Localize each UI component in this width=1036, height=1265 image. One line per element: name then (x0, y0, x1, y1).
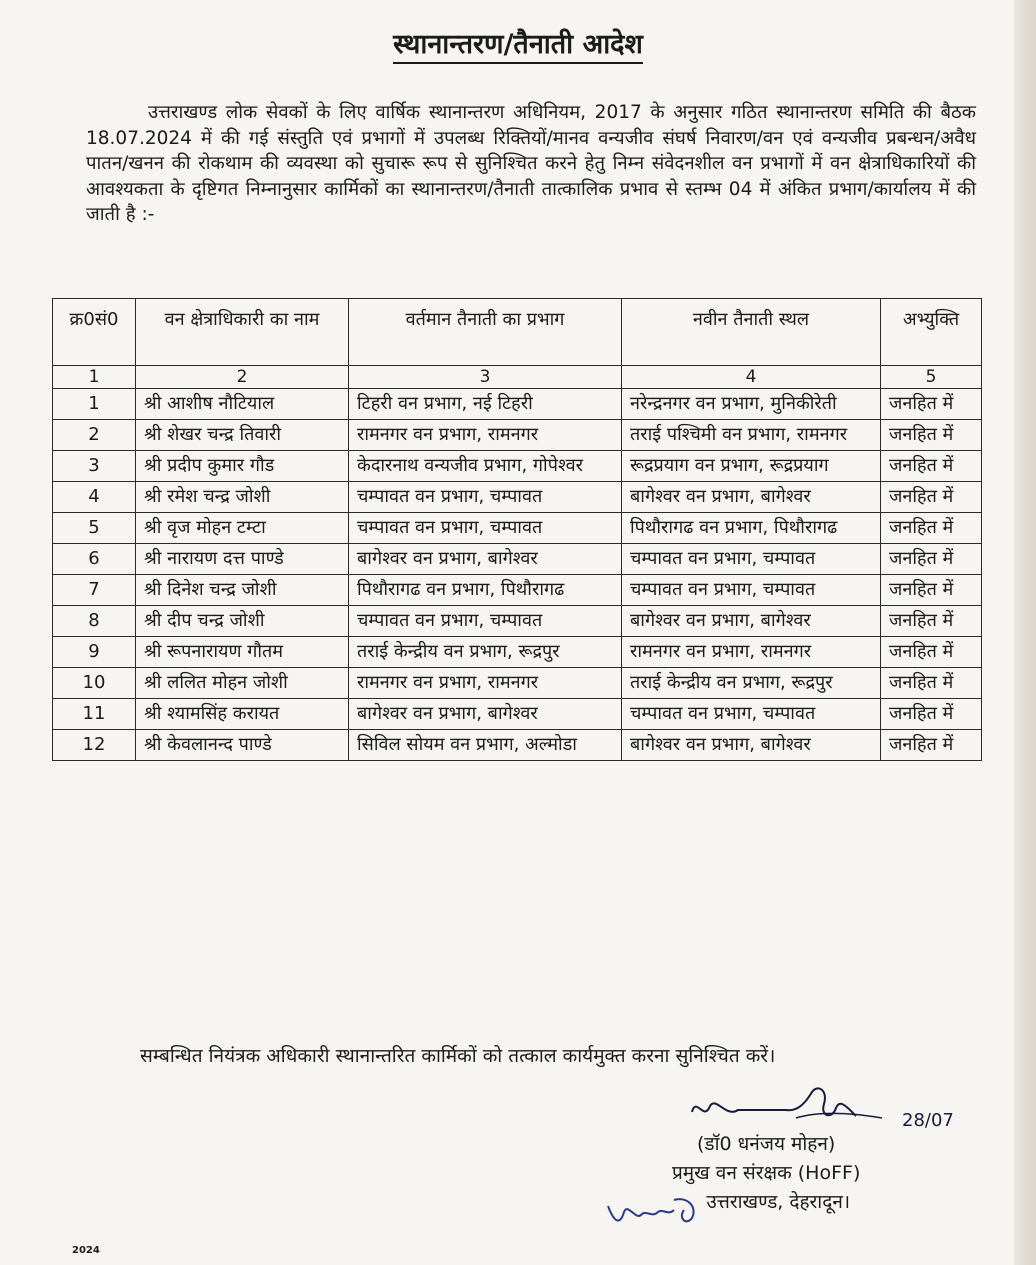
cell-current-division: सिविल सोयम वन प्रभाग, अल्मोडा (349, 730, 622, 761)
table-row (53, 699, 982, 730)
table-row (53, 575, 982, 606)
cell-current-division: चम्पावत वन प्रभाग, चम्पावत (349, 513, 622, 544)
cell-officer-name: श्री रमेश चन्द्र जोशी (136, 482, 349, 513)
header-remark: अभ्युक्ति (881, 299, 982, 366)
cell-new-posting: चम्पावत वन प्रभाग, चम्पावत (622, 544, 881, 575)
cell-serial: 11 (53, 699, 136, 730)
cell-serial: 8 (53, 606, 136, 637)
table-row (53, 637, 982, 668)
column-number: 1 (53, 366, 136, 389)
cell-new-posting: चम्पावत वन प्रभाग, चम्पावत (622, 575, 881, 606)
cell-serial: 10 (53, 668, 136, 699)
cell-officer-name: श्री दीप चन्द्र जोशी (136, 606, 349, 637)
table-row (53, 420, 982, 451)
table-row (53, 730, 982, 761)
cell-officer-name: श्री वृज मोहन टम्टा (136, 513, 349, 544)
cell-officer-name: श्री ललित मोहन जोशी (136, 668, 349, 699)
column-number-row (53, 366, 982, 389)
intro-paragraph: उत्तराखण्ड लोक सेवकों के लिए वार्षिक स्थानान्तरण अधिनियम, 2017 के अनुसार गठित स्थानान्तरण समिति की बैठक 18.07.2024 में की गई संस्तुति एवं प्रभागों में उपलब्ध रिक्तियों/मानव वन्यजीव संघर्ष निवारण/वन एवं वन्यजीव प्रबन्धन/अवैध पातन/खनन की रोकथाम की व्यवस्था को सुचारू रूप से सुनिश्चित करने हेतु निम्न संवेदनशील वन प्रभागों में वन क्षेत्राधिकारियों की आवश्यकता के दृष्टिगत निम्नानुसार कार्मिकों का स्थानान्तरण/तैनाती तात्कालिक प्रभाव से स्तम्भ 04 में अंकित प्रभाग/कार्यालय में की जाती है :- (86, 102, 976, 225)
column-number: 3 (349, 366, 622, 389)
footer-year: 2024 (72, 1245, 100, 1256)
transfer-table (52, 298, 982, 761)
cell-remark: जनहित में (881, 730, 982, 761)
footer-instruction: सम्बन्धित नियंत्रक अधिकारी स्थानान्तरित कार्मिकों को तत्काल कार्यमुक्त करना सुनिश्चित करें। (140, 1045, 776, 1067)
table-row (53, 606, 982, 637)
column-number: 4 (622, 366, 881, 389)
column-number: 5 (881, 366, 982, 389)
cell-serial: 7 (53, 575, 136, 606)
cell-remark: जनहित में (881, 544, 982, 575)
cell-remark: जनहित में (881, 606, 982, 637)
signatory-designation: प्रमुख वन संरक्षक (HoFF) (672, 1162, 861, 1184)
cell-officer-name: श्री केवलानन्द पाण्डे (136, 730, 349, 761)
cell-new-posting: तराई केन्द्रीय वन प्रभाग, रूद्रपुर (622, 668, 881, 699)
table-row (53, 451, 982, 482)
column-number: 2 (136, 366, 349, 389)
cell-current-division: बागेश्वर वन प्रभाग, बागेश्वर (349, 699, 622, 730)
cell-officer-name: श्री शेखर चन्द्र तिवारी (136, 420, 349, 451)
table-row (53, 544, 982, 575)
cell-current-division: रामनगर वन प्रभाग, रामनगर (349, 668, 622, 699)
cell-new-posting: चम्पावत वन प्रभाग, चम्पावत (622, 699, 881, 730)
cell-current-division: बागेश्वर वन प्रभाग, बागेश्वर (349, 544, 622, 575)
cell-serial: 4 (53, 482, 136, 513)
cell-serial: 5 (53, 513, 136, 544)
cell-new-posting: बागेश्वर वन प्रभाग, बागेश्वर (622, 606, 881, 637)
cell-new-posting: पिथौरागढ वन प्रभाग, पिथौरागढ (622, 513, 881, 544)
cell-officer-name: श्री प्रदीप कुमार गौड (136, 451, 349, 482)
cell-current-division: तराई केन्द्रीय वन प्रभाग, रूद्रपुर (349, 637, 622, 668)
cell-serial: 6 (53, 544, 136, 575)
header-new: नवीन तैनाती स्थल (622, 299, 881, 366)
cell-officer-name: श्री आशीष नौटियाल (136, 389, 349, 420)
cell-remark: जनहित में (881, 513, 982, 544)
document-title: स्थानान्तरण/तैनाती आदेश (0, 24, 1036, 61)
cell-serial: 1 (53, 389, 136, 420)
cell-serial: 3 (53, 451, 136, 482)
cell-current-division: रामनगर वन प्रभाग, रामनगर (349, 420, 622, 451)
cell-new-posting: रूद्रप्रयाग वन प्रभाग, रूद्रप्रयाग (622, 451, 881, 482)
cell-remark: जनहित में (881, 699, 982, 730)
cell-new-posting: नरेन्द्रनगर वन प्रभाग, मुनिकीरेती (622, 389, 881, 420)
cell-current-division: केदारनाथ वन्यजीव प्रभाग, गोपेश्वर (349, 451, 622, 482)
cell-current-division: टिहरी वन प्रभाग, नई टिहरी (349, 389, 622, 420)
cell-new-posting: रामनगर वन प्रभाग, रामनगर (622, 637, 881, 668)
header-current: वर्तमान तैनाती का प्रभाग (349, 299, 622, 366)
cell-serial: 9 (53, 637, 136, 668)
signatory-office: उत्तराखण्ड, देहरादून। (706, 1191, 851, 1213)
table-row (53, 513, 982, 544)
cell-new-posting: बागेश्वर वन प्रभाग, बागेश्वर (622, 730, 881, 761)
handwritten-date: 28/07 (902, 1110, 954, 1131)
table-row (53, 668, 982, 699)
page-edge (1014, 0, 1036, 1265)
cell-serial: 12 (53, 730, 136, 761)
cell-remark: जनहित में (881, 668, 982, 699)
cell-new-posting: तराई पश्चिमी वन प्रभाग, रामनगर (622, 420, 881, 451)
header-serial: क्र0सं0 (53, 299, 136, 366)
cell-remark: जनहित में (881, 482, 982, 513)
cell-officer-name: श्री श्यामसिंह करायत (136, 699, 349, 730)
table-row (53, 389, 982, 420)
cell-officer-name: श्री नारायण दत्त पाण्डे (136, 544, 349, 575)
cell-remark: जनहित में (881, 575, 982, 606)
cell-remark: जनहित में (881, 389, 982, 420)
cell-remark: जनहित में (881, 451, 982, 482)
initials-scribble (602, 1192, 712, 1238)
header-name: वन क्षेत्राधिकारी का नाम (136, 299, 349, 366)
cell-remark: जनहित में (881, 420, 982, 451)
cell-remark: जनहित में (881, 637, 982, 668)
cell-officer-name: श्री रूपनारायण गौतम (136, 637, 349, 668)
cell-current-division: पिथौरागढ वन प्रभाग, पिथौरागढ (349, 575, 622, 606)
cell-current-division: चम्पावत वन प्रभाग, चम्पावत (349, 482, 622, 513)
signatory-name: (डॉ0 धनंजय मोहन) (697, 1133, 836, 1155)
cell-current-division: चम्पावत वन प्रभाग, चम्पावत (349, 606, 622, 637)
table-row (53, 482, 982, 513)
cell-serial: 2 (53, 420, 136, 451)
cell-officer-name: श्री दिनेश चन्द्र जोशी (136, 575, 349, 606)
cell-new-posting: बागेश्वर वन प्रभाग, बागेश्वर (622, 482, 881, 513)
table-header-row (53, 299, 982, 366)
